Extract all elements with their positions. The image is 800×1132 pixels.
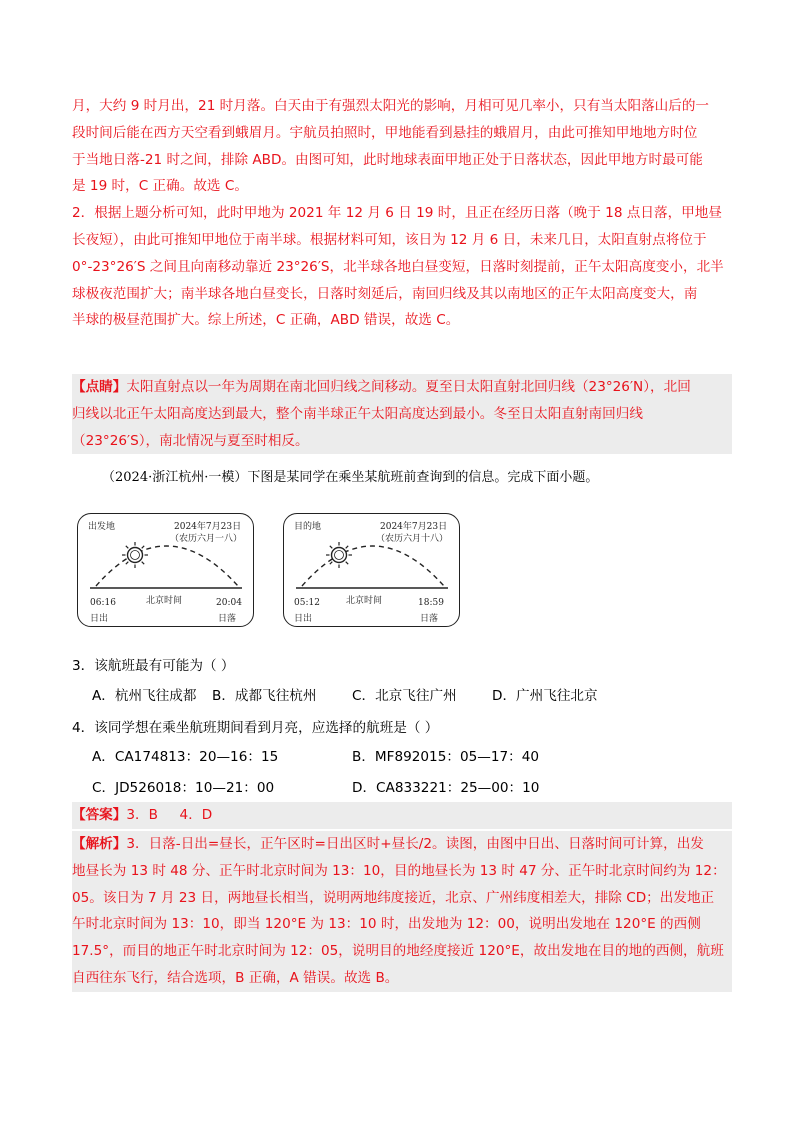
sun-panel-destination bbox=[283, 513, 460, 627]
analysis-label: 【解析】 bbox=[72, 836, 127, 852]
analysis-line: 半球的极昼范围扩大。综上所述，C 正确，ABD 错误，故选 C。 bbox=[72, 312, 460, 329]
q4-option-c[interactable]: C．JD526018：10—21：00 bbox=[92, 780, 275, 796]
lunar-date-label: （农历六月十八） bbox=[376, 534, 449, 544]
question-3-stem: 3．该航班最有可能为（ ） bbox=[72, 658, 235, 674]
sunrise-time: 05:12 bbox=[294, 598, 320, 608]
analysis-line: 午时北京时间为 13：10，即当 120°E 为 13：10 时，出发地为 12：00，说明出发地在 120°E 的西侧 bbox=[72, 916, 701, 933]
analysis-line: 05。该日为 7 月 23 日，两地昼长相当，说明两地纬度接近，北京、广州纬度相差大，排除 CD；出发地正 bbox=[72, 889, 715, 906]
sunrise-label: 日出 bbox=[90, 614, 109, 624]
sunset-time: 20:04 bbox=[216, 598, 242, 608]
answer-block bbox=[72, 802, 732, 829]
tip-block bbox=[72, 374, 732, 454]
answer-text: 3．B 4．D bbox=[126, 807, 213, 823]
analysis-line: 2．根据上题分析可知，此时甲地为 2021 年 12 月 6 日 19 时，且正在经历日落（晚于 18 点日落，甲地昼 bbox=[72, 205, 722, 222]
analysis-line: 长夜短），由此可推知甲地位于南半球。根据材料可知，该日为 12 月 6 日，未来几日，太阳直射点将位于 bbox=[72, 231, 707, 248]
analysis-line: 是 19 时，C 正确。故选 C。 bbox=[72, 178, 248, 195]
analysis-top bbox=[72, 93, 732, 334]
q3-option-d[interactable]: D．广州飞往北京 bbox=[492, 688, 598, 704]
date-label: 2024年7月23日 bbox=[380, 522, 448, 532]
q4-option-d[interactable]: D．CA833221：25—00：10 bbox=[352, 780, 540, 796]
q3-option-b[interactable]: B．成都飞往杭州 bbox=[212, 688, 317, 704]
tip-line: 归线以北正午太阳高度达到最大，整个南半球正午太阳高度达到最小。冬至日太阳直射南回归线 bbox=[72, 405, 643, 422]
sun-panel-departure bbox=[77, 513, 254, 627]
question-4-stem: 4．该同学想在乘坐航班期间看到月亮，应选择的航班是（ ） bbox=[72, 720, 439, 736]
place-label: 目的地 bbox=[294, 522, 322, 532]
tip-label: 【点睛】 bbox=[72, 379, 127, 395]
tip-line: （23°26′S），南北情况与夏至时相反。 bbox=[72, 432, 309, 449]
sunset-label: 日落 bbox=[420, 614, 439, 624]
sun-icon bbox=[326, 542, 352, 568]
analysis-line: 球极夜范围扩大；南半球各地白昼变长，日落时刻延后，南回归线及其以南地区的正午太阳高度变大，南 bbox=[72, 285, 698, 302]
answer-line bbox=[72, 802, 732, 829]
q4-option-b[interactable]: B．MF892015：05—17：40 bbox=[352, 749, 540, 765]
sunrise-label: 日出 bbox=[294, 614, 313, 624]
analysis-line: 段时间后能在西方天空看到蛾眉月。宇航员拍照时，甲地能看到悬挂的蛾眉月，由此可推知甲地地方时位 bbox=[72, 124, 698, 141]
sunset-label: 日落 bbox=[218, 614, 237, 624]
analysis-text: 3．日落-日出=昼长，正午区时=日出区时+昼长/2。读图，由图中日出、日落时间可计算，出发 bbox=[126, 836, 704, 852]
beijing-time-label: 北京时间 bbox=[346, 596, 383, 606]
analysis-line bbox=[72, 831, 732, 858]
q3-option-a[interactable]: A．杭州飞往成都 bbox=[92, 688, 197, 704]
q3-option-c[interactable]: C．北京飞往广州 bbox=[352, 688, 457, 704]
place-label: 出发地 bbox=[88, 522, 116, 532]
beijing-time-label: 北京时间 bbox=[146, 596, 183, 606]
analysis-line: 17.5°，而目的地正午时北京时间为 12：05，说明目的地经度接近 120°E，故出发地在目的地的西侧，航班 bbox=[72, 943, 724, 960]
lunar-date-label: （农历六月一八） bbox=[170, 534, 243, 544]
tip-line bbox=[72, 374, 732, 401]
sun-icon bbox=[122, 542, 148, 568]
sunrise-time: 06:16 bbox=[90, 598, 116, 608]
analysis-line: 自西往东飞行，结合选项，B 正确，A 错误。故选 B。 bbox=[72, 969, 399, 986]
analysis-line: 于当地日落-21 时之间，排除 ABD。由图可知，此时地球表面甲地正处于日落状态，因此甲地方时最可能 bbox=[72, 151, 703, 168]
analysis-line: 0°-23°26′S 之间且向南移动靠近 23°26′S，北半球各地白昼变短，日落时刻提前，正午太阳高度变小，北半 bbox=[72, 258, 724, 275]
sunset-time: 18:59 bbox=[418, 598, 444, 608]
analysis-line: 月，大约 9 时月出，21 时月落。白天由于有强烈太阳光的影响，月相可见几率小，只有当太阳落山后的一 bbox=[72, 98, 710, 114]
answer-label: 【答案】 bbox=[72, 807, 127, 823]
tip-text: 太阳直射点以一年为周期在南北回归线之间移动。夏至日太阳直射北回归线（23°26′N），北回 bbox=[126, 379, 691, 395]
analysis-line: 地昼长为 13 时 48 分、正午时北京时间为 13：10，目的地昼长为 13 时 47 分、正午时北京时间约为 12： bbox=[72, 862, 726, 879]
q4-option-a[interactable]: A．CA174813：20—16：15 bbox=[92, 749, 279, 765]
question-intro: （2024·浙江杭州·一模）下图是某同学在乘坐某航班前查询到的信息。完成下面小题。 bbox=[102, 470, 599, 485]
analysis-block bbox=[72, 831, 732, 992]
date-label: 2024年7月23日 bbox=[174, 522, 242, 532]
